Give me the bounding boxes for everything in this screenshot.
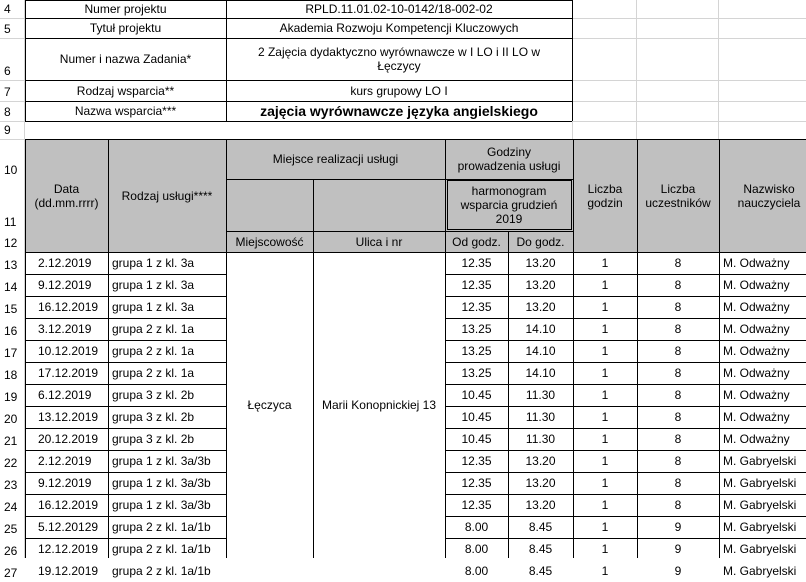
cell-liczba-godzin[interactable]: 1 bbox=[601, 432, 609, 446]
row-number: 8 bbox=[4, 105, 11, 119]
cell-teacher[interactable]: M. Gabryelski bbox=[723, 454, 797, 468]
cell-teacher[interactable]: M. Odważny bbox=[723, 410, 790, 424]
row-header-27[interactable] bbox=[0, 560, 24, 582]
cell-od[interactable]: 12.35 bbox=[461, 300, 492, 314]
header-data[interactable]: Data (dd.mm.rrrr) bbox=[34, 181, 99, 210]
row-header-8[interactable] bbox=[0, 101, 24, 121]
cell-do[interactable]: 14.10 bbox=[525, 344, 556, 358]
cell-do[interactable]: 13.20 bbox=[525, 256, 556, 270]
row-header-23[interactable] bbox=[0, 472, 24, 494]
cell-liczba-godzin[interactable]: 1 bbox=[601, 498, 609, 512]
row-header-25[interactable] bbox=[0, 516, 24, 538]
cell-liczba-godzin[interactable]: 1 bbox=[601, 520, 609, 534]
cell-liczba-godzin[interactable]: 1 bbox=[601, 256, 609, 270]
row-header-20[interactable] bbox=[0, 406, 24, 428]
row-header-21[interactable] bbox=[0, 428, 24, 450]
cell-date[interactable]: 19.12.2019 bbox=[38, 564, 99, 578]
cell-teacher[interactable]: M. Odważny bbox=[723, 300, 790, 314]
cell-liczba-uczestnikow[interactable]: 8 bbox=[674, 388, 682, 402]
row-number: 19 bbox=[4, 390, 18, 404]
header-miejscowosc[interactable]: Miejscowość bbox=[235, 234, 304, 249]
row-header-10[interactable] bbox=[0, 139, 24, 179]
nazwa-wsparcia-label[interactable]: Nazwa wsparcia*** bbox=[74, 104, 177, 118]
cell-od[interactable]: 8.00 bbox=[464, 542, 489, 556]
numer-projektu-value[interactable]: RPLD.11.01.02-10-0142/18-002-02 bbox=[305, 2, 493, 16]
header-miejsce[interactable]: Miejsce realizacji usługi bbox=[272, 152, 399, 166]
cell-teacher[interactable]: M. Odważny bbox=[723, 278, 790, 292]
cell-liczba-uczestnikow[interactable]: 8 bbox=[674, 278, 682, 292]
tytul-projektu-value[interactable]: Akademia Rozwoju Kompetencji Kluczowych bbox=[279, 21, 519, 35]
cell-group[interactable]: grupa 1 z kl. 3a bbox=[112, 300, 195, 314]
cell-od[interactable]: 12.35 bbox=[461, 498, 492, 512]
row-number: 7 bbox=[4, 85, 11, 99]
cell-group[interactable]: grupa 2 z kl. 1a bbox=[112, 344, 195, 358]
cell-od[interactable]: 10.45 bbox=[461, 432, 492, 446]
cell-liczba-uczestnikow[interactable]: 8 bbox=[674, 410, 682, 424]
cell-group[interactable]: grupa 2 z kl. 1a/1b bbox=[112, 520, 211, 534]
cell-liczba-uczestnikow[interactable]: 8 bbox=[674, 366, 682, 380]
merged-miejscowosc[interactable]: Łęczyca bbox=[247, 398, 292, 412]
row-number: 11 bbox=[4, 215, 17, 229]
zadanie-value[interactable]: 2 Zajęcia dydaktyczno wyrównawcze w I LO i II LO w Łęczycy bbox=[257, 45, 541, 73]
cell-od[interactable]: 12.35 bbox=[461, 278, 492, 292]
row-number: 16 bbox=[4, 324, 18, 338]
cell-od[interactable]: 8.00 bbox=[464, 564, 489, 578]
row-number: 23 bbox=[4, 478, 18, 492]
cell-do[interactable]: 13.20 bbox=[525, 476, 556, 490]
row-header-24[interactable] bbox=[0, 494, 24, 516]
header-harmonogram[interactable]: harmonogram wsparcia grudzień 2019 bbox=[460, 184, 558, 226]
cell-date[interactable]: 13.12.2019 bbox=[38, 410, 99, 424]
row-header-12[interactable] bbox=[0, 231, 24, 252]
cell-teacher[interactable]: M. Gabryelski bbox=[723, 498, 797, 512]
cell-do[interactable]: 8.45 bbox=[528, 542, 553, 556]
row-header-22[interactable] bbox=[0, 450, 24, 472]
cell-date[interactable]: 9.12.2019 bbox=[38, 476, 92, 490]
cell-liczba-uczestnikow[interactable]: 8 bbox=[674, 498, 682, 512]
tytul-projektu-label[interactable]: Tytuł projektu bbox=[89, 21, 162, 35]
cell-group[interactable]: grupa 1 z kl. 3a/3b bbox=[112, 476, 211, 490]
cell-do[interactable]: 13.20 bbox=[525, 300, 556, 314]
cell-group[interactable]: grupa 1 z kl. 3a/3b bbox=[112, 498, 211, 512]
cell-do[interactable]: 11.30 bbox=[525, 388, 556, 402]
row-number: 20 bbox=[4, 412, 18, 426]
cell-date[interactable]: 20.12.2019 bbox=[38, 432, 99, 446]
cell-do[interactable]: 11.30 bbox=[525, 410, 556, 424]
row-number: 25 bbox=[4, 522, 18, 536]
row-header-13[interactable] bbox=[0, 252, 24, 274]
header-od-godz[interactable]: Od godz. bbox=[452, 234, 501, 249]
row-number: 17 bbox=[4, 346, 18, 360]
merged-ulica[interactable]: Marii Konopnickiej 13 bbox=[321, 398, 437, 412]
header-do-godz[interactable]: Do godz. bbox=[516, 234, 565, 249]
cell-teacher[interactable]: M. Odważny bbox=[723, 432, 790, 446]
cell-do[interactable]: 8.45 bbox=[528, 564, 553, 578]
row-header-16[interactable] bbox=[0, 318, 24, 340]
row-header-4[interactable] bbox=[0, 0, 24, 18]
cell-date[interactable]: 10.12.2019 bbox=[38, 344, 99, 358]
row-number: 10 bbox=[4, 163, 18, 177]
cell-liczba-godzin[interactable]: 1 bbox=[601, 564, 609, 578]
cell-liczba-uczestnikow[interactable]: 9 bbox=[674, 542, 682, 556]
cell-group[interactable]: grupa 2 z kl. 1a bbox=[112, 366, 195, 380]
cell-group[interactable]: grupa 3 z kl. 2b bbox=[112, 388, 195, 402]
cell-od[interactable]: 10.45 bbox=[461, 410, 492, 424]
header-liczba-uczestnikow[interactable]: Liczba uczestników bbox=[645, 181, 711, 210]
cell-teacher[interactable]: M. Gabryelski bbox=[723, 564, 797, 578]
cell-date[interactable]: 2.12.2019 bbox=[38, 454, 92, 468]
cell-do[interactable]: 13.20 bbox=[525, 498, 556, 512]
cell-liczba-uczestnikow[interactable]: 8 bbox=[674, 256, 682, 270]
cell-date[interactable]: 6.12.2019 bbox=[38, 388, 92, 402]
row-number: 13 bbox=[4, 258, 18, 272]
cell-liczba-godzin[interactable]: 1 bbox=[601, 542, 609, 556]
cell-group[interactable]: grupa 3 z kl. 2b bbox=[112, 410, 195, 424]
row-header-11[interactable] bbox=[0, 179, 24, 231]
cell-liczba-uczestnikow[interactable]: 9 bbox=[674, 520, 682, 534]
cell-od[interactable]: 13.25 bbox=[461, 322, 492, 336]
row-number: 18 bbox=[4, 368, 18, 382]
cell-liczba-uczestnikow[interactable]: 8 bbox=[674, 454, 682, 468]
rodzaj-wsparcia-value[interactable]: kurs grupowy LO I bbox=[350, 83, 448, 98]
cell-teacher[interactable]: M. Odważny bbox=[723, 366, 790, 380]
cell-date[interactable]: 16.12.2019 bbox=[38, 300, 99, 314]
cell-group[interactable]: grupa 2 z kl. 1a/1b bbox=[112, 542, 211, 556]
cell-od[interactable]: 12.35 bbox=[461, 476, 492, 490]
cell-liczba-uczestnikow[interactable]: 8 bbox=[674, 300, 682, 314]
row-header-26[interactable] bbox=[0, 538, 24, 560]
cell-do[interactable]: 11.30 bbox=[525, 432, 556, 446]
cell-date[interactable]: 12.12.2019 bbox=[38, 542, 99, 556]
cell-date[interactable]: 2.12.2019 bbox=[38, 256, 92, 270]
numer-projektu-label[interactable]: Numer projektu bbox=[84, 2, 167, 16]
cell-liczba-uczestnikow[interactable]: 8 bbox=[674, 344, 682, 358]
cell-od[interactable]: 12.35 bbox=[461, 454, 492, 468]
cell-do[interactable]: 8.45 bbox=[528, 520, 553, 534]
cell-teacher[interactable]: M. Odważny bbox=[723, 388, 790, 402]
cell-od[interactable]: 10.45 bbox=[461, 388, 492, 402]
cell-do[interactable]: 14.10 bbox=[525, 366, 556, 380]
row-number: 6 bbox=[4, 64, 11, 78]
row-number: 26 bbox=[4, 544, 18, 558]
cell-teacher[interactable]: M. Gabryelski bbox=[723, 520, 797, 534]
cell-group[interactable]: grupa 1 z kl. 3a bbox=[112, 256, 195, 270]
cell-do[interactable]: 13.20 bbox=[525, 454, 556, 468]
header-ulica[interactable]: Ulica i nr bbox=[355, 234, 403, 249]
header-godziny[interactable]: Godziny prowadzenia usługi bbox=[457, 145, 561, 173]
cell-liczba-uczestnikow[interactable]: 8 bbox=[674, 432, 682, 446]
cell-teacher[interactable]: M. Gabryelski bbox=[723, 542, 797, 556]
cell-liczba-uczestnikow[interactable]: 8 bbox=[674, 322, 682, 336]
cell-teacher[interactable]: M. Odważny bbox=[723, 344, 790, 358]
cell-teacher[interactable]: M. Odważny bbox=[723, 322, 790, 336]
cell-liczba-uczestnikow[interactable]: 9 bbox=[674, 564, 682, 578]
nazwa-wsparcia-value[interactable]: zajęcia wyrównawcze języka angielskiego bbox=[260, 103, 538, 119]
cell-group[interactable]: grupa 1 z kl. 3a/3b bbox=[112, 454, 211, 468]
row-header-15[interactable] bbox=[0, 296, 24, 318]
row-header-14[interactable] bbox=[0, 274, 24, 296]
row-number: 9 bbox=[4, 123, 11, 137]
row-header-6[interactable] bbox=[0, 38, 24, 80]
cell-liczba-godzin[interactable]: 1 bbox=[601, 476, 609, 490]
row-header-5[interactable] bbox=[0, 18, 24, 38]
cell-od[interactable]: 13.25 bbox=[461, 344, 492, 358]
cell-teacher[interactable]: M. Gabryelski bbox=[723, 476, 797, 490]
row-header-18[interactable] bbox=[0, 362, 24, 384]
row-number: 24 bbox=[4, 500, 18, 514]
row-header-9[interactable] bbox=[0, 121, 24, 139]
cell-date[interactable]: 3.12.2019 bbox=[38, 322, 92, 336]
cell-do[interactable]: 14.10 bbox=[525, 322, 556, 336]
cell-liczba-godzin[interactable]: 1 bbox=[601, 300, 609, 314]
row-header-7[interactable] bbox=[0, 80, 24, 101]
cell-liczba-godzin[interactable]: 1 bbox=[601, 388, 609, 402]
row-number: 14 bbox=[4, 280, 18, 294]
row-number: 5 bbox=[4, 22, 11, 36]
cell-date[interactable]: 5.12.20129 bbox=[38, 520, 99, 534]
cell-group[interactable]: grupa 1 z kl. 3a bbox=[112, 278, 195, 292]
header-nazwisko[interactable]: Nazwisko nauczyciela bbox=[737, 181, 801, 210]
cell-od[interactable]: 12.35 bbox=[461, 256, 492, 270]
row-header-17[interactable] bbox=[0, 340, 24, 362]
row-number: 4 bbox=[4, 2, 11, 16]
row-number: 21 bbox=[4, 434, 18, 448]
row-number: 27 bbox=[4, 566, 18, 580]
cell-date[interactable]: 16.12.2019 bbox=[38, 498, 99, 512]
cell-liczba-godzin[interactable]: 1 bbox=[601, 278, 609, 292]
cell-date[interactable]: 9.12.2019 bbox=[38, 278, 92, 292]
cell-date[interactable]: 17.12.2019 bbox=[38, 366, 99, 380]
header-liczba-godzin[interactable]: Liczba godzin bbox=[587, 181, 623, 210]
rodzaj-wsparcia-label[interactable]: Rodzaj wsparcia** bbox=[76, 83, 175, 98]
row-header-19[interactable] bbox=[0, 384, 24, 406]
cell-group[interactable]: grupa 3 z kl. 2b bbox=[112, 432, 195, 446]
cell-liczba-godzin[interactable]: 1 bbox=[601, 344, 609, 358]
cell-od[interactable]: 8.00 bbox=[464, 520, 489, 534]
header-rodzaj-uslugi[interactable]: Rodzaj usługi**** bbox=[121, 188, 213, 203]
cell-liczba-godzin[interactable]: 1 bbox=[601, 366, 609, 380]
row-number: 15 bbox=[4, 302, 18, 316]
cell-od[interactable]: 13.25 bbox=[461, 366, 492, 380]
zadanie-label[interactable]: Numer i nazwa Zadania* bbox=[59, 52, 192, 66]
row-number: 12 bbox=[4, 236, 18, 250]
cell-do[interactable]: 13.20 bbox=[525, 278, 556, 292]
cell-group[interactable]: grupa 2 z kl. 1a bbox=[112, 322, 195, 336]
cell-liczba-godzin[interactable]: 1 bbox=[601, 454, 609, 468]
cell-liczba-godzin[interactable]: 1 bbox=[601, 322, 609, 336]
cell-teacher[interactable]: M. Odważny bbox=[723, 256, 790, 270]
row-number: 22 bbox=[4, 456, 18, 470]
cell-group[interactable]: grupa 2 z kl. 1a/1b bbox=[112, 564, 211, 578]
cell-liczba-godzin[interactable]: 1 bbox=[601, 410, 609, 424]
cell-liczba-uczestnikow[interactable]: 8 bbox=[674, 476, 682, 490]
